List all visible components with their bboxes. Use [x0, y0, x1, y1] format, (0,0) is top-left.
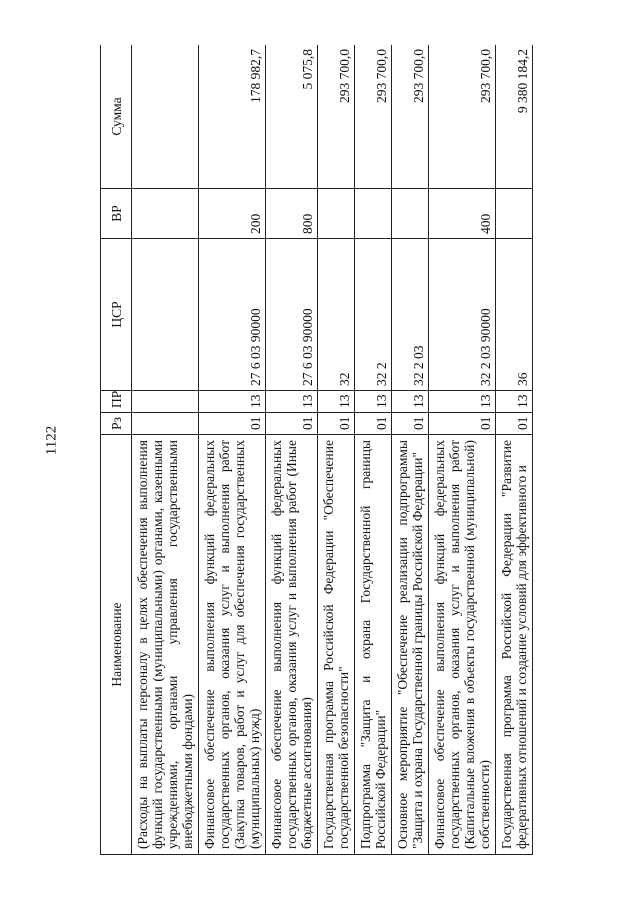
row-vr: 200: [199, 189, 266, 239]
table-row: [355, 45, 392, 855]
row-csr: 27 6 03 90000: [199, 239, 266, 391]
row-rz: [132, 413, 199, 435]
row-vr: [355, 189, 392, 239]
header-row: [101, 45, 132, 855]
rotated-page: [100, 45, 620, 855]
row-name: Финансовое обеспечение выполнения функций федеральных государственных органов, оказания услуг и выполнения работ (Капитальные вложения в объекты государственной (муниципальной) собственности): [429, 435, 496, 855]
row-name: (Расходы на выплаты персоналу в целях обеспечения выполнения функций государственными (муниципальными) органами, казенными учреждениями, органами управления государственными внебюджетными фондами): [132, 435, 199, 855]
budget-table-wrapper: [100, 45, 620, 855]
row-pr: 13: [318, 391, 355, 413]
row-rz: 01: [199, 413, 266, 435]
row-name: Подпрограмма "Защита и охрана Государственной границы Российской Федерации": [355, 435, 392, 855]
page-number: 1122: [43, 425, 60, 456]
row-vr: [496, 189, 533, 239]
row-rz: 01: [429, 413, 496, 435]
row-csr: 36: [496, 239, 533, 391]
row-sum: 5 075,8: [266, 45, 318, 189]
row-name: Финансовое обеспечение выполнения функций федеральных государственных органов, оказания услуг и выполнения работ (Закупка товаров, работ и услуг для обеспечения государственных (муниципальных) нужд): [199, 435, 266, 855]
table-row: [266, 45, 318, 855]
header-pr: ПР: [101, 391, 132, 413]
row-sum: 293 700,0: [318, 45, 355, 189]
row-pr: 13: [199, 391, 266, 413]
row-name: Государственная программа Российской Федерации "Обеспечение государственной безопасности": [318, 435, 355, 855]
row-vr: [132, 189, 199, 239]
row-name: Основное мероприятие "Обеспечение реализации подпрограммы "Защита и охрана Государственной границы Российской Федерации": [392, 435, 429, 855]
row-pr: 13: [355, 391, 392, 413]
header-rz: Рз: [101, 413, 132, 435]
row-pr: 13: [429, 391, 496, 413]
row-sum: 293 700,0: [429, 45, 496, 189]
table-row: [429, 45, 496, 855]
budget-table: [100, 45, 533, 855]
row-pr: [132, 391, 199, 413]
row-sum: 178 982,7: [199, 45, 266, 189]
row-vr: [392, 189, 429, 239]
row-csr: 32 2 03 90000: [429, 239, 496, 391]
row-sum: 9 380 184,2: [496, 45, 533, 189]
row-pr: 13: [392, 391, 429, 413]
row-sum: [132, 45, 199, 189]
row-name: Государственная программа Российской Федерации "Развитие федеративных отношений и создание условий для эффективного и: [496, 435, 533, 855]
header-vr: ВР: [101, 189, 132, 239]
header-name: Наименование: [101, 435, 132, 855]
row-rz: 01: [392, 413, 429, 435]
row-vr: [318, 189, 355, 239]
row-csr: 32 2: [355, 239, 392, 391]
row-csr: 32 2 03: [392, 239, 429, 391]
row-rz: 01: [318, 413, 355, 435]
table-row: [392, 45, 429, 855]
row-vr: 400: [429, 189, 496, 239]
row-csr: 32: [318, 239, 355, 391]
row-rz: 01: [496, 413, 533, 435]
row-name: Финансовое обеспечение выполнения функций федеральных государственных органов, оказания услуг и выполнения работ (Иные бюджетные ассигнования): [266, 435, 318, 855]
row-rz: 01: [355, 413, 392, 435]
row-vr: 800: [266, 189, 318, 239]
row-sum: 293 700,0: [392, 45, 429, 189]
header-sum: Сумма: [101, 45, 132, 189]
row-pr: 13: [266, 391, 318, 413]
table-row: [496, 45, 533, 855]
row-sum: 293 700,0: [355, 45, 392, 189]
row-rz: 01: [266, 413, 318, 435]
table-row: [132, 45, 199, 855]
row-pr: 13: [496, 391, 533, 413]
header-csr: ЦСР: [101, 239, 132, 391]
table-row: [318, 45, 355, 855]
table-row: [199, 45, 266, 855]
row-csr: [132, 239, 199, 391]
row-csr: 27 6 03 90000: [266, 239, 318, 391]
